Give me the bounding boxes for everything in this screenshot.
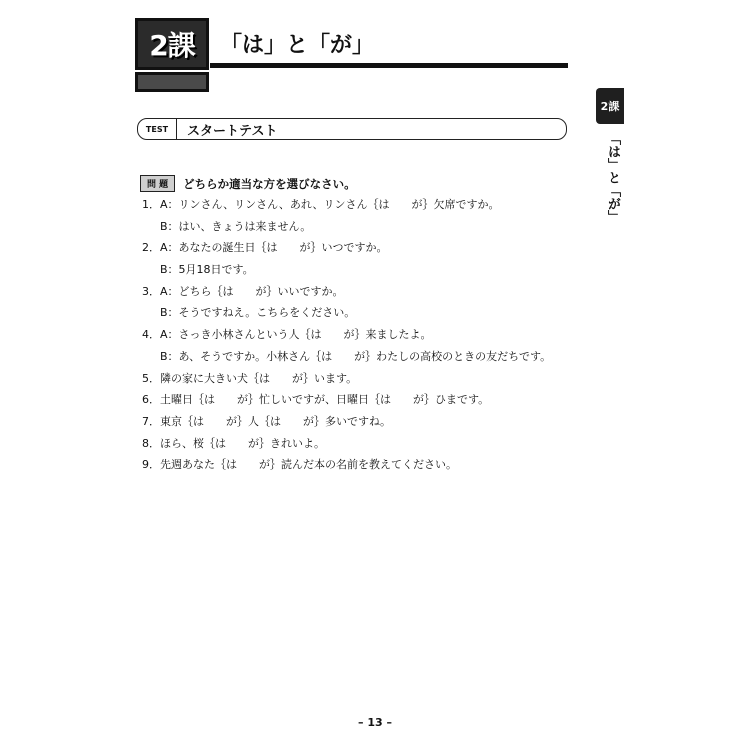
question-line: 9．先週あなた｛は が｝読んだ本の名前を教えてください。	[142, 458, 457, 472]
page-title: 「は」と「が」	[220, 33, 375, 58]
question-line: 7．東京｛は が｝人｛は が｝多いですね。	[142, 414, 391, 428]
question-line: 3．A：どちら｛は が｝いいですか。	[142, 284, 344, 298]
question-line: 5．隣の家に大きい犬｛は が｝います。	[142, 371, 358, 385]
lesson-number-badge	[135, 18, 209, 70]
lesson-number: 2課	[149, 29, 195, 62]
page-number: – 13 –	[358, 716, 392, 729]
question-line: B：5月18日です。	[160, 263, 254, 277]
question-line: 4．A：さっき小林さんという人｛は が｝来ましたよ。	[142, 328, 432, 342]
side-chapter-tab: 2課	[596, 88, 624, 124]
question-line: 6．土曜日｛は が｝忙しいですが、日曜日｛は が｝ひまです。	[142, 393, 490, 407]
test-tag: TEST	[138, 119, 177, 139]
question-line: 1．A：リンさん、リンさん、あれ、リンさん｛は が｝欠席ですか。	[142, 198, 500, 211]
problem-header	[140, 175, 356, 192]
lesson-badge-decoration	[135, 72, 209, 92]
question-line: B：はい、きょうは来ません。	[160, 219, 312, 233]
problem-instruction: どちらか適当な方を選びなさい。	[183, 176, 356, 191]
question-line: 2．A：あなたの誕生日｛は が｝いつですか。	[142, 241, 388, 255]
problem-tag: 問 題	[140, 175, 175, 192]
title-divider	[210, 63, 568, 68]
question-line: 8．ほら、桜｛は が｝きれいよ。	[142, 436, 325, 450]
question-line: B：あ、そうですか。小林さん｛は が｝わたしの高校のときの友だちです。	[160, 349, 552, 363]
test-section-title: スタートテスト	[187, 123, 278, 139]
side-chapter-label: 「は」と「が」	[605, 132, 620, 223]
question-list	[142, 194, 582, 476]
question-line: B：そうですねえ。こちらをください。	[160, 306, 356, 320]
test-section-header	[137, 118, 567, 140]
